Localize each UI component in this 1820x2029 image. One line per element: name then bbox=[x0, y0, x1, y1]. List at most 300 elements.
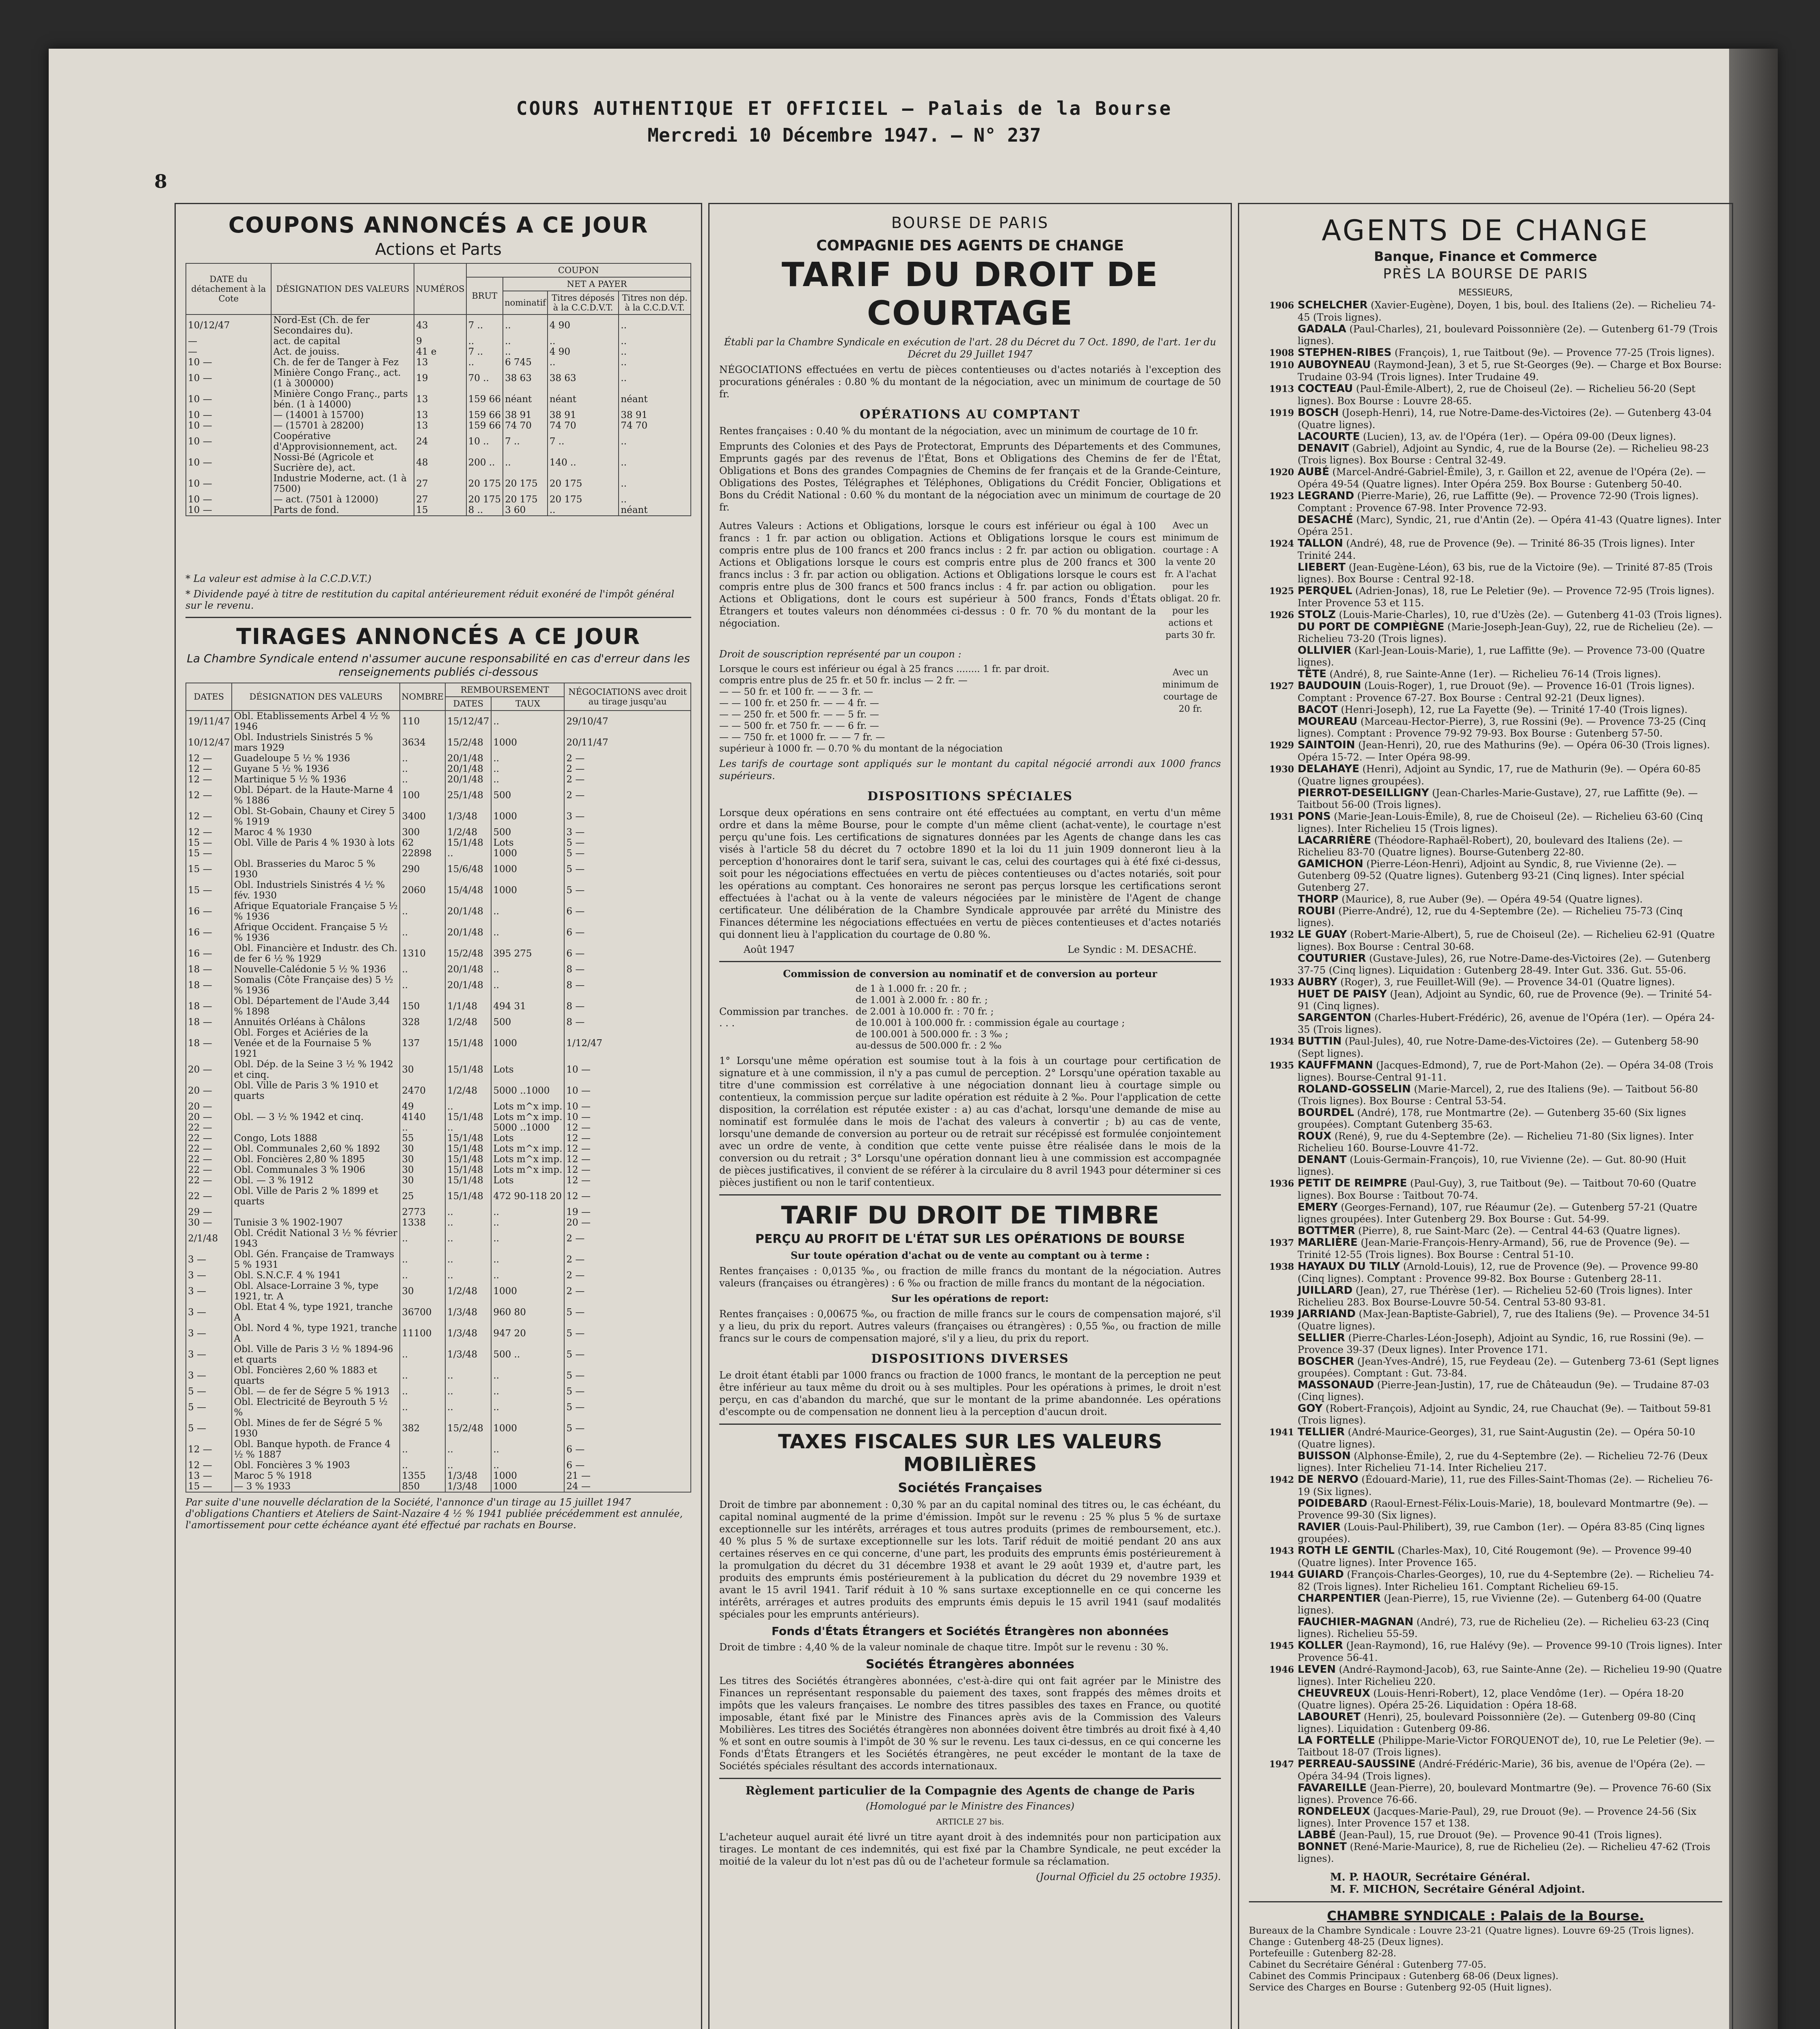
table-cell: néant bbox=[619, 505, 691, 516]
agent-entry bbox=[1249, 1735, 1722, 1758]
coupons-header-numeros: NUMÉROS bbox=[414, 263, 466, 314]
table-cell: 27 bbox=[414, 473, 466, 494]
agent-details: (Marie-Jean-Louis-Émile), 8, rue de Choiseul (2e). — Richelieu 63-60 (Cinq lignes). Inter Richelieu 15 (Trois lignes). bbox=[1298, 811, 1703, 834]
table-cell: 3 — bbox=[186, 1249, 232, 1270]
table-cell: 5 — bbox=[564, 1397, 691, 1418]
table-cell: 16 — bbox=[186, 922, 232, 943]
table-cell: néant bbox=[619, 389, 691, 410]
table-cell: Congo, Lots 1888 bbox=[232, 1133, 400, 1144]
table-cell: 1000 bbox=[491, 848, 564, 859]
chambre-list bbox=[1249, 1925, 1722, 1993]
tirages-header-nombre: NOMBRE bbox=[400, 683, 445, 711]
conversion-title: Commission de conversion au nominatif et de conversion au porteur bbox=[783, 968, 1157, 980]
coupons-header-coupon: COUPON bbox=[466, 263, 691, 277]
table-row bbox=[186, 1059, 691, 1080]
table-row bbox=[186, 1101, 691, 1112]
table-cell: 12 — bbox=[564, 1144, 691, 1154]
agent-details: (Paul-Jules), 40, rue Notre-Dame-des-Victoires (2e). — Gutenberg 58-90 (Sept lignes). bbox=[1298, 1036, 1699, 1059]
table-cell: 20/1/48 bbox=[445, 901, 491, 922]
table-cell: 19 — bbox=[564, 1207, 691, 1217]
agent-entry bbox=[1249, 299, 1722, 323]
agent-name: LEVEN bbox=[1298, 1663, 1336, 1676]
table-cell: 15/1/48 bbox=[445, 1112, 491, 1122]
reglement-subtitle: (Homologué par le Ministre des Finances) bbox=[865, 1801, 1075, 1812]
agent-details: (Jean-Paul), 15, rue Drouot (9e). — Provence 90-41 (Trois lignes). bbox=[1339, 1829, 1662, 1841]
table-row bbox=[186, 732, 691, 753]
table-cell: 1000 bbox=[491, 1481, 564, 1492]
list-item: Portefeuille : Gutenberg 82-28. bbox=[1249, 1948, 1397, 1959]
table-cell: .. bbox=[400, 1439, 445, 1460]
table-row bbox=[186, 711, 691, 732]
tarif-autres: Autres Valeurs : Actions et Obligations, lorsque le cours est inférieur ou égal à 100 francs : 1 fr. par action ou obligation. Actions et Obligations lorsque le cours est compris entre plus de 100 francs et 200 francs inclus : 2 fr. par action ou obligation. Actions et Obligations lorsque le cours est compris entre plus de 200 francs et 300 francs inclus : 3 fr. par action ou obligation. Actions et Obligations lorsque le cours est compris entre plus de 300 francs et 500 francs inclus : 4 fr. par action ou obligation. Actions et Obligations, dont le cours est supérieur à 500 francs, Fonds d'États Étrangers et toutes valeurs non dénommées ci-dessus : 0 fr. 70 % du montant de la négociation. bbox=[719, 520, 1156, 629]
agent-entry bbox=[1249, 739, 1722, 763]
agent-details: (Pierre-Jean-Justin), 17, rue de Châteaudun (9e). — Trudaine 87-03 (Cinq lignes). bbox=[1298, 1379, 1710, 1402]
table-cell: .. bbox=[491, 753, 564, 764]
bourse-title: BOURSE DE PARIS bbox=[891, 214, 1049, 232]
table-cell: 22898 bbox=[400, 848, 445, 859]
table-cell: Obl. — 3 % 1912 bbox=[232, 1175, 400, 1186]
agent-year: 1919 bbox=[1269, 408, 1294, 418]
list-item: au-dessus de 500.000 fr. : 2 ‰ bbox=[856, 1040, 1002, 1051]
taxes-fr-text: Droit de timbre par abonnement : 0,30 % par an du capital nominal des titres ou, le cas échéant, du capital nominal augmenté de la prime d'émission. Impôt sur le revenu : 25 % plus 5 % de surtaxe exceptionnelle sur les intérêts, arrérages et tous autres produits (primes de remboursement, etc.). 40 % plus 5 % de surtaxe exceptionnelle sur les lots. Tarif réduit de moitié pendant 20 ans aux certaines réserves en ce qui concerne, d'une part, les produits des emprunts émis postérieurement à la promulgation du décret du 31 décembre 1938 et avant le 29 août 1939 et, d'autre part, les produits des emprunts émis postérieurement à la publication du décret du 29 novembre 1939 et avant le 15 avril 1941. Tarif réduit à 10 % sans surtaxe exceptionnelle en ce qui concerne les intérêts, arrérages et autres produits des emprunts émis depuis le 15 avril 1941 (sauf modalités spéciales pour les emprunts antérieurs). bbox=[719, 1499, 1221, 1620]
column-agents bbox=[1238, 203, 1733, 2029]
table-cell: 22 — bbox=[186, 1122, 232, 1133]
agent-name: LABOURET bbox=[1298, 1711, 1361, 1723]
table-cell: 500 bbox=[491, 1017, 564, 1027]
table-cell: 10 — bbox=[186, 452, 271, 473]
table-cell: 38 91 bbox=[619, 410, 691, 420]
agent-name: BOSCHER bbox=[1298, 1355, 1354, 1368]
taxes-fr-title: Sociétés Françaises bbox=[898, 1480, 1042, 1495]
agent-details: (Raoul-Ernest-Félix-Louis-Marie), 18, boulevard Montmartre (9e). — Provence 99-30 (Six lignes). bbox=[1298, 1498, 1708, 1521]
agent-details: (Adrien-Jonas), 18, rue Le Peletier (9e). — Provence 72-95 (Trois lignes). Inter Provence 53 et 115. bbox=[1298, 585, 1714, 609]
list-item: Change : Gutenberg 48-25 (Deux lignes). bbox=[1249, 1937, 1444, 1947]
agent-name: DELAHAYE bbox=[1298, 763, 1360, 775]
agent-entry bbox=[1249, 1083, 1722, 1107]
table-cell: 3634 bbox=[400, 732, 445, 753]
table-row bbox=[186, 1186, 691, 1207]
table-cell: Obl. Banque hypoth. de France 4 ½ % 1887 bbox=[232, 1439, 400, 1460]
agent-details: (Charles-Max), 10, Cité Rougemont (9e). — Provence 99-40 (Quatre lignes). Inter Provence 165. bbox=[1298, 1545, 1692, 1568]
coupons-title: COUPONS ANNONCÉS A CE JOUR bbox=[228, 212, 649, 238]
list-item: — — 50 fr. et 100 fr. — — 3 fr. — bbox=[719, 687, 873, 697]
agent-details: (Pierre-André), 12, rue du 4-Septembre (2e). — Richelieu 75-73 (Cinq lignes). bbox=[1298, 905, 1683, 928]
table-cell: 7 .. bbox=[503, 431, 548, 452]
agent-year: 1927 bbox=[1269, 681, 1294, 691]
souscription-title: Droit de souscription représenté par un coupon : bbox=[719, 648, 962, 660]
agent-name: HAYAUX DU TILLY bbox=[1298, 1260, 1400, 1273]
table-cell: 500 bbox=[491, 785, 564, 806]
table-row bbox=[186, 1112, 691, 1122]
agent-details: (François), 1, rue Taitbout (9e). — Provence 77-25 (Trois lignes). bbox=[1395, 347, 1715, 358]
table-cell: 5 — bbox=[564, 1418, 691, 1439]
table-row bbox=[186, 368, 691, 389]
agent-entry bbox=[1249, 383, 1722, 407]
table-cell: Obl. Ville de Paris 4 % 1930 à lots bbox=[232, 838, 400, 848]
agent-details: (Philippe-Marie-Victor FORQUENOT de), 10, rue Le Peletier (9e). — Taitbout 18-07 (Trois lignes). bbox=[1298, 1735, 1715, 1758]
table-cell: 21 — bbox=[564, 1471, 691, 1481]
agent-name: GAMICHON bbox=[1298, 858, 1363, 870]
table-cell: Obl. Ville de Paris 2 % 1899 et quarts bbox=[232, 1186, 400, 1207]
agent-name: MASSONAUD bbox=[1298, 1379, 1374, 1391]
table-row bbox=[186, 1144, 691, 1154]
table-cell: 38 91 bbox=[548, 410, 619, 420]
table-cell: 3 — bbox=[564, 806, 691, 827]
agent-details: (Pierre-Léon-Henri), Adjoint au Syndic, 8, rue Vivienne (2e). — Gutenberg 09-52 (Quatre lignes). Gutenberg 93-21 (Cinq lignes). Inter spécial Gutenberg 27. bbox=[1298, 858, 1684, 893]
agent-name: OLLIVIER bbox=[1298, 644, 1352, 657]
list-item: de 10.001 à 100.000 fr. : commission égale au courtage ; bbox=[856, 1018, 1125, 1028]
table-cell: 140 .. bbox=[548, 452, 619, 473]
agent-name: FAVAREILLE bbox=[1298, 1782, 1367, 1794]
table-cell: 74 70 bbox=[619, 420, 691, 431]
agent-details: (André), 178, rue Montmartre (2e). — Gutenberg 35-60 (Six lignes groupées). Comptant Gutenberg 35-63. bbox=[1298, 1107, 1686, 1130]
agent-year: 1933 bbox=[1269, 977, 1294, 988]
agent-entry bbox=[1249, 905, 1722, 929]
tirages-title: TIRAGES ANNONCÉS A CE JOUR bbox=[236, 624, 641, 649]
agent-entry bbox=[1249, 1060, 1722, 1083]
agent-details: (Raymond-Jean), 3 et 5, rue St-Georges (9e). — Charge et Box Bourse: Trudaine 03-94 (Trois lignes). Inter Trudaine 49. bbox=[1298, 359, 1722, 383]
table-cell: 12 — bbox=[564, 1175, 691, 1186]
agent-details: (Jean), 27, rue Thérèse (1er). — Richelieu 52-60 (Trois lignes). Inter Richelieu 283. Box Bourse-Louvre 50-54. Central 53-80 93-81. bbox=[1298, 1285, 1692, 1308]
agent-name: ROUX bbox=[1298, 1130, 1332, 1142]
table-cell: 70 .. bbox=[466, 368, 503, 389]
tarif-minimum: Avec un minimum de courtage : A la vente 20 fr. A l'achat pour les obligat. 20 fr. pour les actions et parts 30 fr. bbox=[1160, 521, 1221, 640]
coupons-header-designation: DÉSIGNATION DES VALEURS bbox=[271, 263, 414, 314]
agent-details: (Marc), Syndic, 21, rue d'Antin (2e). — Opéra 41-43 (Quatre lignes). Inter Opéra 251. bbox=[1298, 514, 1721, 537]
agent-entry bbox=[1249, 858, 1722, 894]
table-cell: 30 bbox=[400, 1281, 445, 1302]
agent-name: MOUREAU bbox=[1298, 715, 1358, 728]
table-cell: 5 — bbox=[186, 1386, 232, 1397]
table-cell: .. bbox=[491, 1365, 564, 1386]
agent-year: 1913 bbox=[1269, 384, 1294, 394]
agent-name: LABBÉ bbox=[1298, 1829, 1336, 1841]
table-cell: 12 — bbox=[564, 1122, 691, 1133]
table-cell: 15/1/48 bbox=[445, 1027, 491, 1059]
agent-entry bbox=[1249, 1131, 1722, 1154]
table-cell: 500 .. bbox=[491, 1344, 564, 1365]
table-cell: 8 .. bbox=[466, 505, 503, 516]
dispositions-title: DISPOSITIONS SPÉCIALES bbox=[867, 789, 1073, 803]
agent-name: SCHELCHER bbox=[1298, 299, 1368, 311]
agent-name: PONS bbox=[1298, 810, 1331, 823]
agent-entry bbox=[1249, 1285, 1722, 1308]
agent-name: BOURDEL bbox=[1298, 1107, 1354, 1119]
table-cell: Obl. Forges et Aciéries de la Venée et de la Fournaise 5 % 1921 bbox=[232, 1027, 400, 1059]
agent-entry bbox=[1249, 953, 1722, 976]
table-cell: 16 — bbox=[186, 943, 232, 964]
table-cell: 20 — bbox=[564, 1217, 691, 1228]
souscription-min: Avec un minimum de courtage de 20 fr. bbox=[1162, 668, 1219, 714]
table-cell: .. bbox=[491, 901, 564, 922]
agent-details: (René), 9, rue du 4-Septembre (2e). — Richelieu 71-80 (Six lignes). Inter Richelieu 160. Bourse-Louvre 41-72. bbox=[1298, 1131, 1693, 1154]
table-cell: Obl. Département de l'Aude 3,44 % 1898 bbox=[232, 996, 400, 1017]
agent-name: LA FORTELLE bbox=[1298, 1734, 1375, 1747]
table-cell bbox=[232, 1207, 400, 1217]
table-row bbox=[186, 494, 691, 505]
table-cell: 8 — bbox=[564, 964, 691, 975]
agent-details: (Jacques-Marie-Paul), 29, rue Drouot (9e). — Provence 24-56 (Six lignes). Inter Provence 157 et 138. bbox=[1298, 1806, 1697, 1829]
table-cell: Obl. Financière et Industr. des Ch. de fer 6 ½ % 1929 bbox=[232, 943, 400, 964]
table-cell: .. bbox=[400, 774, 445, 785]
table-cell: 19/11/47 bbox=[186, 711, 232, 732]
table-cell: 15/4/48 bbox=[445, 880, 491, 901]
table-cell: 4140 bbox=[400, 1112, 445, 1122]
table-cell: 13 bbox=[414, 357, 466, 368]
agent-details: (Gabriel), Adjoint au Syndic, 4, rue de la Bourse (2e). — Richelieu 98-23 (Trois lignes). Box Bourse : Central 32-49. bbox=[1298, 443, 1709, 466]
agent-entry bbox=[1249, 1758, 1722, 1782]
table-row bbox=[186, 859, 691, 880]
agent-name: BUISSON bbox=[1298, 1450, 1351, 1462]
table-cell: Obl. Foncières 2,60 % 1883 et quarts bbox=[232, 1365, 400, 1386]
table-cell: .. bbox=[619, 357, 691, 368]
table-cell: 11100 bbox=[400, 1323, 445, 1344]
table-cell: 5 — bbox=[564, 848, 691, 859]
table-cell: Obl. Communales 3 % 1906 bbox=[232, 1165, 400, 1175]
table-cell: 20 175 bbox=[503, 494, 548, 505]
agent-details: (Théodore-Raphaël-Robert), 20, boulevard des Italiens (2e). — Richelieu 83-70 (Quatre lignes). Bourse-Gutenberg 22-80. bbox=[1298, 835, 1683, 858]
table-cell: 30 bbox=[400, 1144, 445, 1154]
table-cell: 4 90 bbox=[548, 314, 619, 336]
table-cell: .. bbox=[619, 347, 691, 357]
table-cell: .. bbox=[548, 336, 619, 347]
table-row bbox=[186, 1165, 691, 1175]
timbre-subtitle: PERÇU AU PROFIT DE L'ÉTAT SUR LES OPÉRATIONS DE BOURSE bbox=[755, 1232, 1185, 1246]
table-cell: 13 bbox=[414, 420, 466, 431]
agent-entry bbox=[1249, 621, 1722, 645]
table-cell: 13 — bbox=[186, 1471, 232, 1481]
table-cell: 25/1/48 bbox=[445, 785, 491, 806]
agent-entry bbox=[1249, 562, 1722, 585]
table-cell: Guadeloupe 5 ½ % 1936 bbox=[232, 753, 400, 764]
agent-details: (Jean-Charles-Marie-Gustave), 27, rue Laffitte (9e). — Taitbout 56-00 (Trois lignes). bbox=[1298, 787, 1698, 810]
table-cell: .. bbox=[445, 1439, 491, 1460]
table-cell: 49 bbox=[400, 1101, 445, 1112]
table-row bbox=[186, 1133, 691, 1144]
table-cell: 20 175 bbox=[466, 473, 503, 494]
agent-details: (Jean-Eugène-Léon), 63 bis, rue de la Victoire (9e). — Trinité 87-85 (Trois lignes). Box Bourse : Central 92-18. bbox=[1298, 562, 1713, 585]
table-cell: 8 — bbox=[564, 1017, 691, 1027]
agent-entry bbox=[1249, 811, 1722, 835]
table-cell: Obl. Etablissements Arbel 4 ½ % 1946 bbox=[232, 711, 400, 732]
agent-entry bbox=[1249, 1569, 1722, 1593]
table-cell: .. bbox=[491, 1397, 564, 1418]
agent-name: GADALA bbox=[1298, 323, 1346, 335]
agent-name: TÊTE bbox=[1298, 668, 1326, 680]
table-cell: 10 — bbox=[186, 420, 271, 431]
agent-entry bbox=[1249, 1841, 1722, 1865]
table-row bbox=[186, 336, 691, 347]
table-cell: .. bbox=[491, 764, 564, 774]
table-cell: .. bbox=[445, 1386, 491, 1397]
table-cell: 22 — bbox=[186, 1186, 232, 1207]
table-cell: 24 — bbox=[564, 1481, 691, 1492]
table-cell: Minière Congo Franç., parts bén. (1 à 14000) bbox=[271, 389, 414, 410]
table-cell: 10 — bbox=[186, 410, 271, 420]
table-cell: 4 90 bbox=[548, 347, 619, 357]
table-cell: 1/2/48 bbox=[445, 827, 491, 838]
agent-name: LEGRAND bbox=[1298, 490, 1354, 502]
agent-entry bbox=[1249, 514, 1722, 538]
table-cell: 15/1/48 bbox=[445, 1186, 491, 1207]
table-cell: 3 — bbox=[564, 827, 691, 838]
table-cell: .. bbox=[466, 357, 503, 368]
table-cell: 30 bbox=[400, 1059, 445, 1080]
agent-year: 1945 bbox=[1269, 1641, 1294, 1651]
agent-year: 1938 bbox=[1269, 1262, 1294, 1272]
table-cell: 6 — bbox=[564, 901, 691, 922]
page-number: 8 bbox=[154, 170, 168, 192]
timbre-diverses-text: Le droit étant établi par 1000 francs ou fraction de 1000 francs, le montant de la perception ne peut être inférieur au taux même du droit ou à ses multiples. Pour les opérations à primes, le droit n'est perçu, en cas d'abandon du marché, que sur le montant de la prime abandonnée. Les opérations d'escompte ou de compensation ne donnent lieu à la perception d'aucun droit. bbox=[719, 1370, 1221, 1417]
list-item: de 1 à 1.000 fr. : 20 fr. ; bbox=[856, 984, 967, 994]
table-cell: 6 — bbox=[564, 1439, 691, 1460]
table-cell: 29/10/47 bbox=[564, 711, 691, 732]
table-row bbox=[186, 347, 691, 357]
agent-name: MARLIÈRE bbox=[1298, 1236, 1358, 1249]
table-cell: Nouvelle-Calédonie 5 ½ % 1936 bbox=[232, 964, 400, 975]
list-item: supérieur à 1000 fr. — 0.70 % du montant de la négociation bbox=[719, 743, 1003, 754]
table-cell: 36700 bbox=[400, 1302, 445, 1323]
agent-details: (Paul-Guy), 3, rue Taitbout (9e). — Taitbout 70-60 (Quatre lignes). Box Bourse : Taitbout 70-74. bbox=[1298, 1178, 1696, 1201]
agent-details: (Jean), Adjoint au Syndic, 60, rue de Provence (9e). — Trinité 54-91 (Cinq lignes). bbox=[1298, 989, 1712, 1012]
agent-details: (Georges-Fernand), 107, rue Réaumur (2e). — Gutenberg 57-21 (Quatre lignes groupées). Inter Gutenberg 29. Box Bourse : Gut. 54-99. bbox=[1298, 1202, 1697, 1225]
taxes-title: TAXES FISCALES SUR LES VALEURS MOBILIÈRES bbox=[778, 1430, 1162, 1476]
table-cell: 1000 bbox=[491, 1471, 564, 1481]
tirages-header-dates: DATES bbox=[186, 683, 232, 711]
agent-year: 1947 bbox=[1269, 1759, 1294, 1770]
table-cell: .. bbox=[400, 975, 445, 996]
table-cell: 2 — bbox=[564, 774, 691, 785]
table-cell: 15/1/48 bbox=[445, 1175, 491, 1186]
table-cell: .. bbox=[619, 336, 691, 347]
table-cell: 2 — bbox=[564, 753, 691, 764]
table-cell: 25 bbox=[400, 1186, 445, 1207]
table-cell bbox=[232, 848, 400, 859]
table-cell: Obl. Foncières 2,80 % 1895 bbox=[232, 1154, 400, 1165]
table-cell: 6 745 bbox=[503, 357, 548, 368]
agent-name: BAUDOUIN bbox=[1298, 680, 1361, 692]
table-cell: .. bbox=[503, 314, 548, 336]
agent-name: BOTTMER bbox=[1298, 1225, 1355, 1237]
table-cell: .. bbox=[400, 1386, 445, 1397]
table-cell: 150 bbox=[400, 996, 445, 1017]
list-item: Service des Charges en Bourse : Gutenberg 92-05 (Huit lignes). bbox=[1249, 1982, 1552, 1993]
table-row bbox=[186, 1439, 691, 1460]
table-cell: Obl. Alsace-Lorraine 3 %, type 1921, tr. A bbox=[232, 1281, 400, 1302]
table-cell: Somalis (Côte Française des) 5 ½ % 1936 bbox=[232, 975, 400, 996]
agent-name: PETIT DE REIMPRE bbox=[1298, 1177, 1407, 1189]
list-item: Cabinet des Commis Principaux : Gutenberg 68-06 (Deux lignes). bbox=[1249, 1971, 1559, 1982]
table-cell: 7 .. bbox=[548, 431, 619, 452]
agent-entry bbox=[1249, 1521, 1722, 1545]
table-cell: 10 — bbox=[186, 473, 271, 494]
coupons-header-date: DATE du détachement à la Cote bbox=[186, 263, 271, 314]
agent-name: EMERY bbox=[1298, 1201, 1338, 1213]
table-cell: 20 — bbox=[186, 1059, 232, 1080]
table-cell: 6 — bbox=[564, 943, 691, 964]
agent-details: (Jean-Marie-François-Henry-Armand), 56, rue de Provence (9e). — Trinité 12-55 (Trois lignes). Box Bourse : Central 51-10. bbox=[1298, 1237, 1690, 1260]
table-cell: 7 .. bbox=[466, 347, 503, 357]
table-cell: .. bbox=[400, 922, 445, 943]
table-cell: .. bbox=[491, 975, 564, 996]
agent-year: 1934 bbox=[1269, 1036, 1294, 1047]
page-header bbox=[154, 97, 1534, 146]
table-cell: .. bbox=[400, 1249, 445, 1270]
agent-details: (Pierre), 8, rue Saint-Marc (2e). — Central 44-63 (Quatre lignes). bbox=[1358, 1225, 1680, 1236]
agent-entry bbox=[1249, 1154, 1722, 1178]
table-cell: 15/2/48 bbox=[445, 943, 491, 964]
table-cell: 3 — bbox=[186, 1270, 232, 1281]
agent-name: TELLIER bbox=[1298, 1426, 1345, 1438]
coupons-note-2: * Dividende payé à titre de restitution du capital antérieurement réduit exonéré de l'impôt général sur le revenu. bbox=[185, 588, 675, 611]
table-cell: 20/1/48 bbox=[445, 764, 491, 774]
agent-entry bbox=[1249, 609, 1722, 621]
agent-year: 1906 bbox=[1269, 300, 1294, 311]
table-cell: 10 — bbox=[186, 494, 271, 505]
header-title: COURS AUTHENTIQUE ET OFFICIEL — Palais de la Bourse bbox=[516, 97, 1173, 119]
table-cell: 27 bbox=[414, 494, 466, 505]
agent-name: DENAVIT bbox=[1298, 442, 1349, 454]
agent-name: JARRIAND bbox=[1298, 1308, 1356, 1320]
table-cell: 10 — bbox=[564, 1059, 691, 1080]
table-cell: 5 — bbox=[186, 1397, 232, 1418]
table-cell: 1/2/48 bbox=[445, 1080, 491, 1101]
compagnie-title: COMPAGNIE DES AGENTS DE CHANGE bbox=[816, 237, 1124, 254]
table-cell: 1/2/48 bbox=[445, 1281, 491, 1302]
table-row bbox=[186, 1080, 691, 1101]
agent-entry bbox=[1249, 716, 1722, 739]
agent-name: RAVIER bbox=[1298, 1521, 1341, 1533]
agent-name: LIEBERT bbox=[1298, 561, 1346, 573]
agent-name: CHARPENTIER bbox=[1298, 1592, 1381, 1605]
table-cell: .. bbox=[445, 1228, 491, 1249]
agent-entry bbox=[1249, 668, 1722, 680]
agent-entry bbox=[1249, 359, 1722, 383]
agents-list bbox=[1249, 299, 1722, 1865]
agent-details: (Paul-Charles), 21, boulevard Poissonnière (2e). — Gutenberg 61-79 (Trois lignes). bbox=[1298, 323, 1718, 347]
list-item: Lorsque le cours est inférieur ou égal à 25 francs ........ 1 fr. par droit. bbox=[719, 664, 1050, 674]
article-text: L'acheteur auquel aurait été livré un titre ayant droit à des indemnités pour non participation aux tirages. Le montant de ces indemnités, qui est fixé par la Chambre Syndicale, ne peut excéder la moitié de la valeur du lot n'est pas dû ou de l'acheteur formule sa réclamation. bbox=[719, 1831, 1221, 1867]
table-cell: 15/1/48 bbox=[445, 1133, 491, 1144]
table-cell: 2 — bbox=[564, 785, 691, 806]
table-cell: Obl. St-Gobain, Chauny et Cirey 5 % 1919 bbox=[232, 806, 400, 827]
list-item: de 100.001 à 500.000 fr. : 3 ‰ ; bbox=[856, 1029, 1009, 1040]
agent-name: ROTH LE GENTIL bbox=[1298, 1544, 1395, 1557]
agent-details: (Joseph-Henri), 14, rue Notre-Dame-des-Victoires (2e). — Gutenberg 43-04 (Quatre lignes). bbox=[1298, 407, 1712, 431]
table-cell: 10 — bbox=[564, 1080, 691, 1101]
table-cell: Lots bbox=[491, 1133, 564, 1144]
table-cell: 1/3/48 bbox=[445, 1481, 491, 1492]
table-row bbox=[186, 1017, 691, 1027]
agent-details: (Charles-Hubert-Frédéric), 26, avenue de l'Opéra (1er). — Opéra 24-35 (Trois lignes). bbox=[1298, 1012, 1715, 1035]
table-row bbox=[186, 880, 691, 901]
agent-entry bbox=[1249, 1379, 1722, 1403]
table-cell: 1/3/48 bbox=[445, 806, 491, 827]
table-cell: 472 90-118 20 bbox=[491, 1186, 564, 1207]
agent-name: FAUCHIER-MAGNAN bbox=[1298, 1616, 1414, 1628]
table-cell: 1338 bbox=[400, 1217, 445, 1228]
list-item: de 1.001 à 2.000 fr. : 80 fr. ; bbox=[856, 995, 988, 1006]
table-cell: 10 — bbox=[564, 1101, 691, 1112]
table-row bbox=[186, 753, 691, 764]
table-cell: 12 — bbox=[564, 1133, 691, 1144]
table-cell: 12 — bbox=[186, 827, 232, 838]
table-cell: 947 20 bbox=[491, 1323, 564, 1344]
agent-year: 1923 bbox=[1269, 491, 1294, 502]
table-cell: 9 bbox=[414, 336, 466, 347]
agent-name: PERREAU-SAUSSINE bbox=[1298, 1758, 1416, 1770]
agent-details: (Louis-Paul-Philibert), 39, rue Cambon (1er). — Opéra 83-85 (Cinq lignes groupées). bbox=[1298, 1521, 1705, 1544]
